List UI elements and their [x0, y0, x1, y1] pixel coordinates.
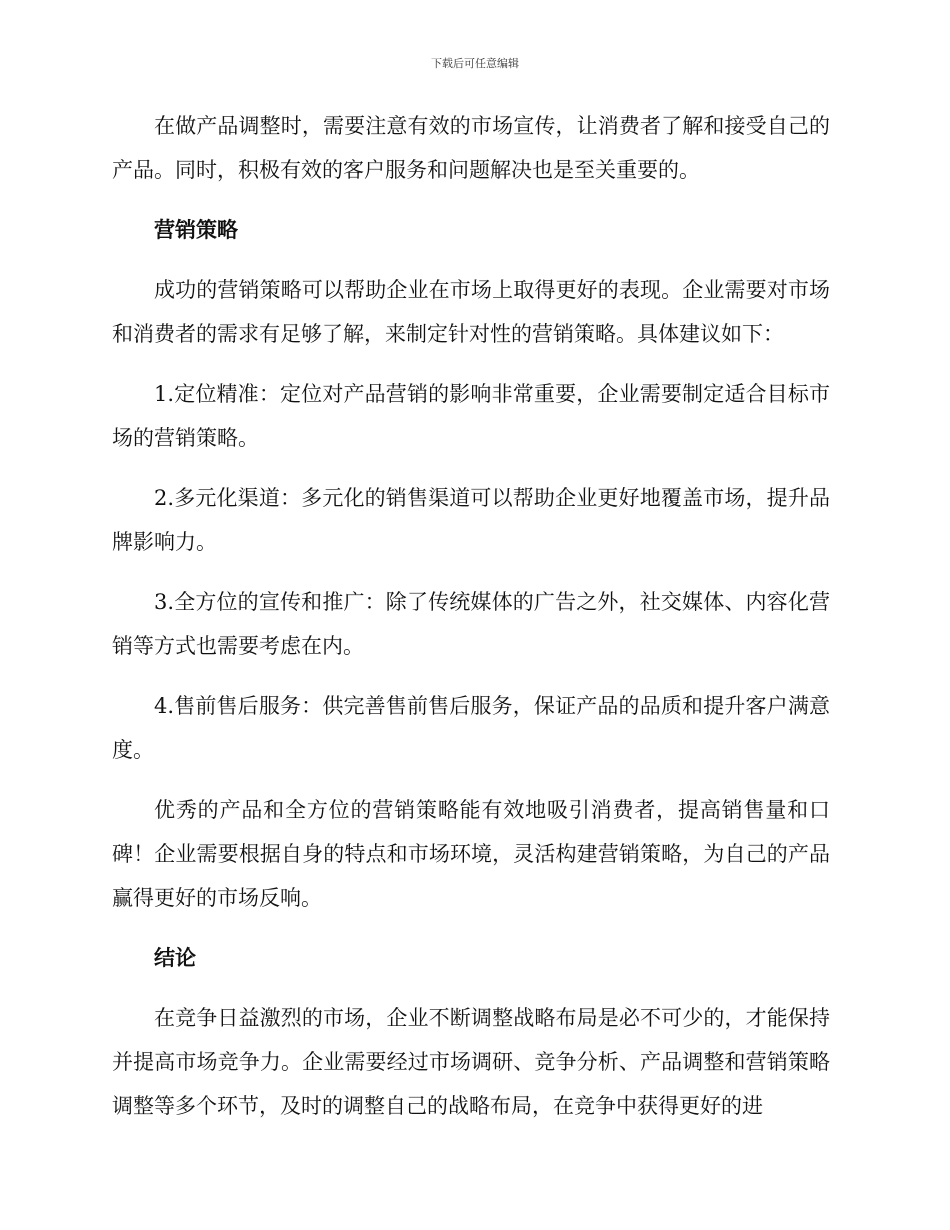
paragraph-marketing-intro: 成功的营销策略可以帮助企业在市场上取得更好的表现。企业需要对市场和消费者的需求有足够了解，来制定针对性的营销策略。具体建议如下：	[112, 278, 830, 346]
paragraph-conclusion: 在竞争日益激烈的市场，企业不断调整战略布局是必不可少的，才能保持并提高市场竞争力。企业需要经过市场调研、竞争分析、产品调整和营销策略调整等多个环节，及时的调整自己的战略布局，在竞争中获得更好的进	[112, 1006, 830, 1118]
paragraph-product-promotion: 在做产品调整时，需要注意有效的市场宣传，让消费者了解和接受自己的产品。同时，积极有效的客户服务和问题解决也是至关重要的。	[112, 114, 830, 182]
section-heading-conclusion: 结论	[154, 946, 196, 970]
list-item-channels: 2.多元化渠道：多元化的销售渠道可以帮助企业更好地覆盖市场，提升品牌影响力。	[112, 486, 830, 554]
list-item-positioning: 1.定位精准：定位对产品营销的影响非常重要，企业需要制定适合目标市场的营销策略。	[112, 382, 830, 450]
list-item-service: 4.售前售后服务：供完善售前售后服务，保证产品的品质和提升客户满意度。	[112, 694, 830, 762]
list-item-promotion: 3.全方位的宣传和推广：除了传统媒体的广告之外，社交媒体、内容化营销等方式也需要考虑在内。	[112, 590, 830, 658]
section-heading-marketing-strategy: 营销策略	[154, 218, 238, 242]
page-header-note: 下载后可任意编辑	[431, 57, 519, 70]
document-body	[112, 104, 830, 1144]
paragraph-marketing-summary: 优秀的产品和全方位的营销策略能有效地吸引消费者，提高销售量和口碑！企业需要根据自身的特点和市场环境，灵活构建营销策略，为自己的产品赢得更好的市场反响。	[112, 798, 830, 910]
